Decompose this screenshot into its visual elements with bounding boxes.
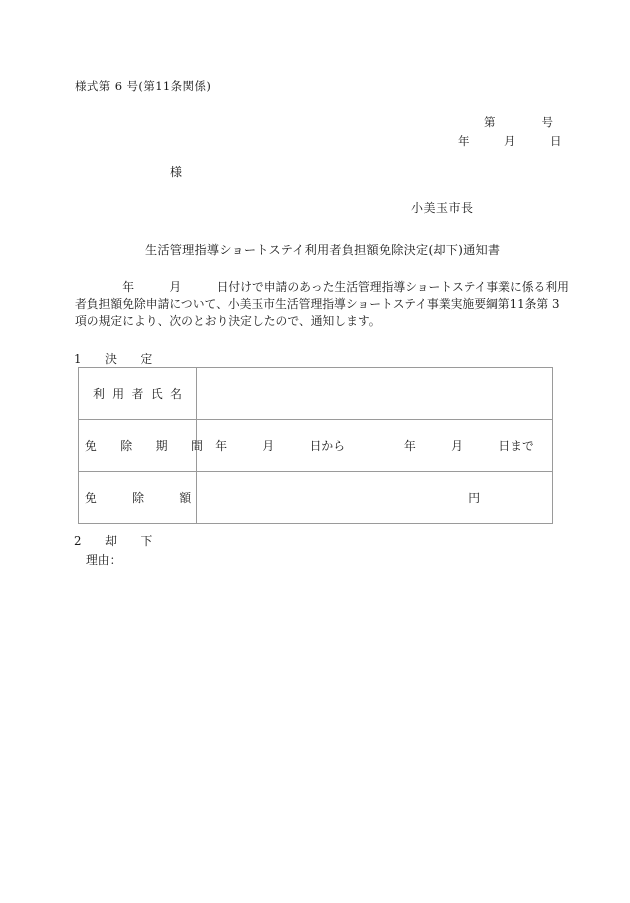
row-label-exemption-amount: 免 除 額 <box>79 472 197 524</box>
row-label-exemption-period: 免 除 期 間 <box>79 420 197 472</box>
body-paragraph <box>75 279 572 331</box>
section-heading-decision: 1 決 定 <box>74 352 153 366</box>
row-value-exemption-period[interactable] <box>197 420 553 472</box>
body-line-1: 年 月 日付けで申請のあった生活管理指導ショートステイ事業に係る利用 <box>75 280 569 294</box>
rejection-reason-label: 理由： <box>86 553 122 567</box>
table-row <box>79 368 553 420</box>
table-row <box>79 472 553 524</box>
document-number-line: 第 号 <box>484 115 553 129</box>
section-heading-rejection: 2 却 下 <box>74 534 153 548</box>
row-value-user-name[interactable] <box>197 368 553 420</box>
document-title: 生活管理指導ショートステイ利用者負担額免除決定(却下)通知書 <box>145 243 501 257</box>
body-line-2: 者負担額免除申請について、小美玉市生活管理指導ショートステイ事業実施要綱第11条第 3 <box>75 297 560 312</box>
body-line-3: 項の規定により、次のとおり決定したので、通知します。 <box>75 314 381 329</box>
form-number: 様式第 6 号(第11条関係) <box>75 79 212 93</box>
row-value-exemption-amount[interactable] <box>197 472 553 524</box>
addressee-line: 様 <box>170 165 183 179</box>
table-row <box>79 420 553 472</box>
decision-table <box>78 367 553 524</box>
exemption-period-field: 年 月 日から 年 月 日まで <box>215 439 534 453</box>
document-meta-block <box>430 113 565 151</box>
issuer-name: 小美玉市長 <box>411 201 474 215</box>
user-name-field <box>207 387 542 401</box>
exemption-amount-field: 円 <box>468 491 480 505</box>
row-label-user-name: 利 用 者 氏 名 <box>79 368 197 420</box>
document-date-line: 年 月 日 <box>458 134 562 148</box>
